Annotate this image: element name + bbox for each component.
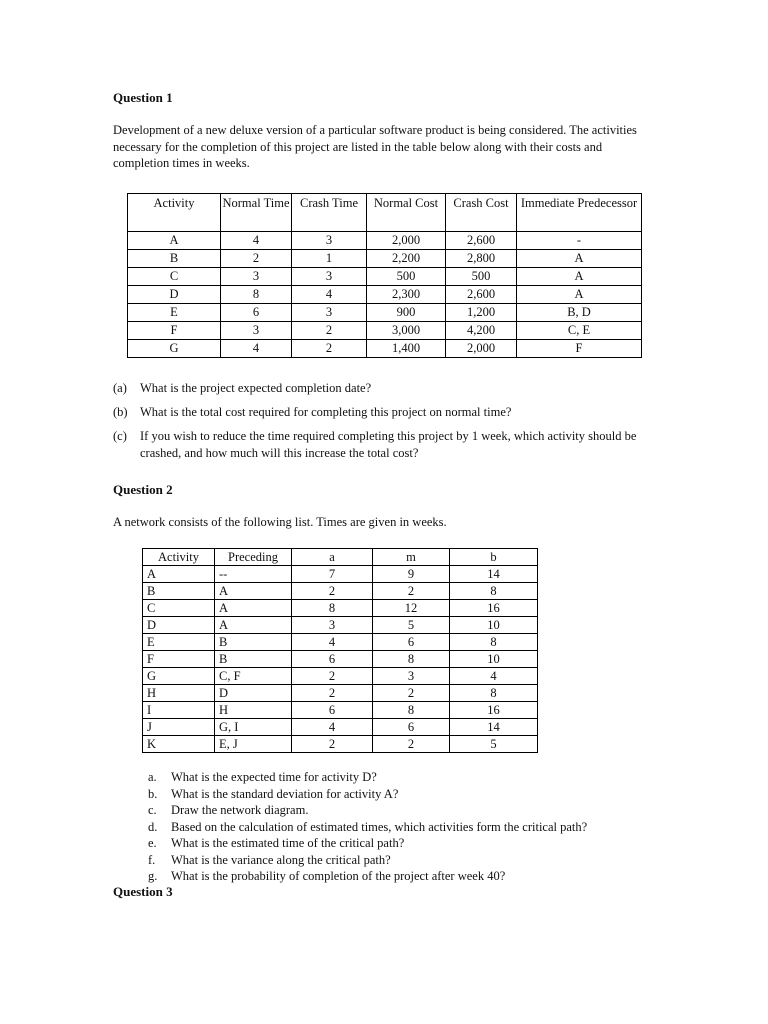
table-cell: 8: [373, 702, 450, 719]
list-text: What is the variance along the critical path?: [171, 852, 391, 867]
table-cell: 3: [292, 232, 367, 250]
table-cell: 2: [373, 583, 450, 600]
list-marker: b.: [148, 786, 158, 801]
header-normal-time: Normal Time: [221, 194, 292, 232]
table-cell: 2,000: [446, 340, 517, 358]
table-cell: 5: [450, 736, 538, 753]
table-cell: 2: [373, 685, 450, 702]
table-row: [143, 617, 538, 634]
list-text: If you wish to reduce the time required completing this project by 1 week, which activity should be crashed, and how much will this increase the total cost?: [140, 429, 637, 460]
table-cell: 4: [221, 340, 292, 358]
table-cell: A: [517, 268, 642, 286]
table-cell: 9: [373, 566, 450, 583]
table-cell: 3: [221, 322, 292, 340]
header-crash-time: Crash Time: [292, 194, 367, 232]
table-cell: 7: [292, 566, 373, 583]
table-row: [143, 600, 538, 617]
table-cell: F: [517, 340, 642, 358]
list-text: What is the estimated time of the critical path?: [171, 836, 405, 850]
table-cell: 8: [450, 583, 538, 600]
table-cell: 4,200: [446, 322, 517, 340]
table-cell: B: [215, 634, 292, 651]
table-cell: 1: [292, 250, 367, 268]
table-cell: 2,800: [446, 250, 517, 268]
table-cell: 10: [450, 651, 538, 668]
table-cell: E: [143, 634, 215, 651]
header-preceding: Preceding: [215, 549, 292, 566]
table-cell: B: [215, 651, 292, 668]
question-3-heading: Question 3: [113, 884, 173, 899]
table-cell: C, F: [215, 668, 292, 685]
table-cell: 2: [292, 685, 373, 702]
table-cell: 5: [373, 617, 450, 634]
table-cell: B: [128, 250, 221, 268]
table-cell: A: [143, 566, 215, 583]
table-cell: F: [128, 322, 221, 340]
table-cell: 2,300: [367, 286, 446, 304]
header-normal-cost: Normal Cost: [367, 194, 446, 232]
table-cell: 4: [292, 286, 367, 304]
table-cell: 6: [373, 719, 450, 736]
table-cell: 3: [373, 668, 450, 685]
list-text: Draw the network diagram.: [171, 803, 309, 817]
header-activity: Activity: [143, 549, 215, 566]
table-row: [143, 566, 538, 583]
table-cell: A: [517, 250, 642, 268]
table-cell: H: [143, 685, 215, 702]
list-text: What is the project expected completion date?: [140, 381, 372, 395]
table-cell: 6: [373, 634, 450, 651]
table-cell: 8: [373, 651, 450, 668]
table-cell: G: [143, 668, 215, 685]
table-cell: 2: [292, 736, 373, 753]
table-row: [143, 668, 538, 685]
table-cell: -: [517, 232, 642, 250]
table-cell: 16: [450, 702, 538, 719]
table-cell: 3: [292, 268, 367, 286]
list-text: What is the standard deviation for activity A?: [171, 786, 399, 801]
table-cell: E, J: [215, 736, 292, 753]
question-1-subquestions: [113, 380, 673, 464]
table-header-row: [143, 549, 538, 566]
table-cell: 1,400: [367, 340, 446, 358]
table-cell: 6: [292, 702, 373, 719]
list-marker: (a): [113, 381, 127, 395]
table-cell: K: [143, 736, 215, 753]
table-cell: 12: [373, 600, 450, 617]
table-cell: 4: [292, 634, 373, 651]
network-activity-table: [142, 548, 538, 753]
table-cell: 8: [221, 286, 292, 304]
table-cell: 3,000: [367, 322, 446, 340]
list-marker: (b): [113, 405, 128, 419]
table-cell: 8: [292, 600, 373, 617]
table-cell: H: [215, 702, 292, 719]
table-cell: 500: [367, 268, 446, 286]
table-cell: 3: [221, 268, 292, 286]
table-cell: 10: [450, 617, 538, 634]
table-cell: 14: [450, 566, 538, 583]
header-immediate-predecessor: Immediate Predecessor: [517, 194, 642, 232]
table-cell: G: [128, 340, 221, 358]
table-cell: A: [215, 617, 292, 634]
table-cell: A: [128, 232, 221, 250]
table-cell: D: [215, 685, 292, 702]
table-cell: A: [215, 583, 292, 600]
header-crash-cost: Crash Cost: [446, 194, 517, 232]
list-text: What is the total cost required for completing this project on normal time?: [140, 405, 512, 419]
table-row: [128, 322, 642, 340]
list-text: Based on the calculation of estimated times, which activities form the critical path?: [171, 819, 588, 834]
table-cell: 900: [367, 304, 446, 322]
question-2-subquestions: [148, 769, 668, 887]
table-cell: D: [128, 286, 221, 304]
list-marker: g.: [148, 869, 158, 883]
table-cell: B: [143, 583, 215, 600]
table-cell: 3: [292, 304, 367, 322]
header-b: b: [450, 549, 538, 566]
table-cell: 500: [446, 268, 517, 286]
table-row: [143, 685, 538, 702]
table-row: [143, 651, 538, 668]
table-row: [143, 719, 538, 736]
table-cell: 8: [450, 634, 538, 651]
table-cell: I: [143, 702, 215, 719]
table-row: [128, 304, 642, 322]
table-row: [143, 736, 538, 753]
question-1-intro: Development of a new deluxe version of a particular software product is being considered. The activities necessary for the completion of this project are listed in the table below along with their costs and completion times in weeks.: [113, 123, 637, 170]
table-cell: C: [128, 268, 221, 286]
list-marker: e.: [148, 836, 157, 850]
table-cell: 6: [292, 651, 373, 668]
table-cell: A: [215, 600, 292, 617]
question-2-intro: A network consists of the following list. Times are given in weeks.: [113, 515, 447, 529]
header-m: m: [373, 549, 450, 566]
table-cell: E: [128, 304, 221, 322]
table-row: [128, 232, 642, 250]
table-cell: 6: [221, 304, 292, 322]
table-cell: 2: [221, 250, 292, 268]
list-marker: d.: [148, 819, 158, 834]
table-cell: F: [143, 651, 215, 668]
table-row: [128, 268, 642, 286]
header-a: a: [292, 549, 373, 566]
list-marker: a.: [148, 770, 157, 784]
table-cell: 3: [292, 617, 373, 634]
list-text: What is the probability of completion of the project after week 40?: [171, 869, 506, 883]
table-header-row: [128, 194, 642, 232]
table-cell: --: [215, 566, 292, 583]
table-cell: D: [143, 617, 215, 634]
list-marker: c.: [148, 803, 157, 817]
table-row: [143, 702, 538, 719]
table-cell: 4: [221, 232, 292, 250]
table-cell: J: [143, 719, 215, 736]
table-cell: 2,600: [446, 286, 517, 304]
table-cell: 16: [450, 600, 538, 617]
table-cell: 2,000: [367, 232, 446, 250]
table-cell: 2: [373, 736, 450, 753]
table-cell: B, D: [517, 304, 642, 322]
table-cell: 14: [450, 719, 538, 736]
table-cell: 2,600: [446, 232, 517, 250]
table-cell: 4: [450, 668, 538, 685]
table-cell: 2: [292, 668, 373, 685]
question-1-heading: Question 1: [113, 90, 173, 105]
table-row: [143, 583, 538, 600]
table-row: [128, 286, 642, 304]
table-row: [128, 340, 642, 358]
header-activity: Activity: [128, 194, 221, 232]
table-cell: 4: [292, 719, 373, 736]
table-cell: 8: [450, 685, 538, 702]
table-row: [128, 250, 642, 268]
table-cell: A: [517, 286, 642, 304]
activity-cost-table: [127, 193, 642, 358]
question-2-heading: Question 2: [113, 482, 173, 497]
table-cell: 2: [292, 583, 373, 600]
table-row: [143, 634, 538, 651]
list-marker: (c): [113, 429, 127, 443]
list-marker: f.: [148, 852, 156, 867]
table-cell: G, I: [215, 719, 292, 736]
table-cell: 2: [292, 340, 367, 358]
table-cell: 2,200: [367, 250, 446, 268]
table-cell: 2: [292, 322, 367, 340]
list-text: What is the expected time for activity D?: [171, 770, 377, 784]
table-cell: C, E: [517, 322, 642, 340]
table-cell: 1,200: [446, 304, 517, 322]
table-cell: C: [143, 600, 215, 617]
